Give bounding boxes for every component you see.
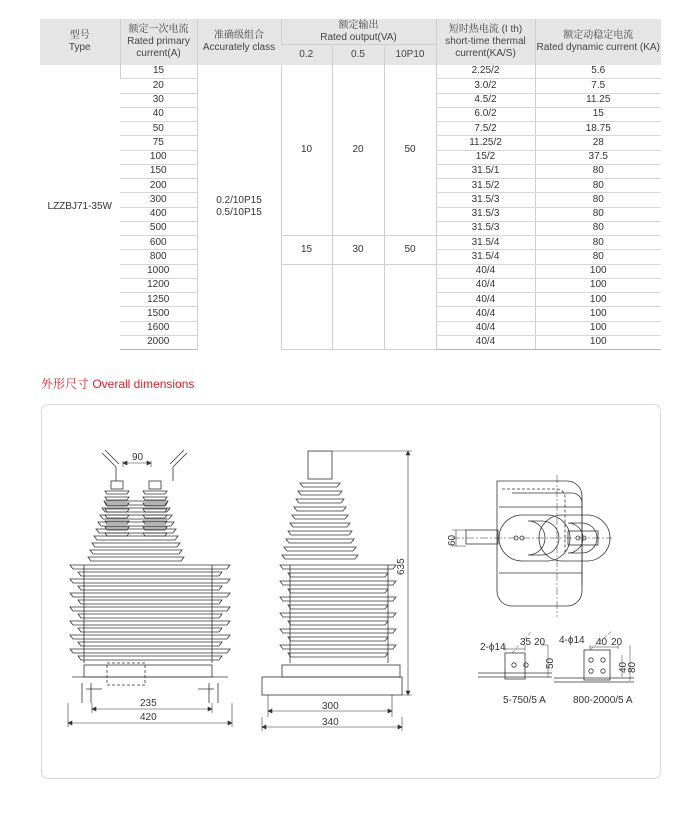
table-row [40,65,661,79]
rated-output-cell: 50 [384,236,436,265]
primary-current-cell: 500 [120,221,197,235]
terminal-b-caption: 800-2000/5 A [573,695,633,706]
header-output-0-5: 0.5 [332,45,384,65]
body-shed [88,557,184,561]
bushing-shed [105,503,129,506]
side-view [262,451,402,695]
body-shed [70,593,230,597]
bushing-shed [143,533,167,536]
top-view [452,475,612,617]
body-shed [70,565,230,569]
table-row [40,264,661,278]
primary-current-cell: 600 [120,236,197,250]
dynamic-current-cell: 80 [535,207,661,221]
header-rated-primary-current: 额定一次电流 Rated primary current(A) [120,19,197,65]
terminal-a-height: 50 [545,657,556,669]
thermal-current-cell: 31.5/4 [436,250,535,264]
front-base-outer: 420 [140,712,157,723]
body-shed [100,515,172,519]
side-shed [286,539,354,543]
side-shed [288,653,388,657]
terminal-a-caption: 5-750/5 A [503,695,546,706]
terminal-b-height2: 80 [627,661,638,673]
side-shed [290,523,350,527]
side-shed [298,491,342,495]
thermal-current-cell: 40/4 [436,264,535,278]
dynamic-current-cell: 80 [535,193,661,207]
front-base-inner: 235 [140,698,157,709]
side-shed [284,547,356,551]
dynamic-current-cell: 100 [535,293,661,307]
primary-current-cell: 15 [120,65,197,79]
header-output-10p10: 10P10 [384,45,436,65]
thermal-current-cell: 31.5/4 [436,236,535,250]
dynamic-current-cell: 80 [535,164,661,178]
spec-table-body [40,65,661,350]
bushing-shed [105,497,129,500]
header-thermal-current: 短时热电流 (I th) short-time thermal current(KA/S) [436,19,535,65]
dynamic-current-cell: 80 [535,236,661,250]
side-shed [280,629,396,633]
thermal-current-cell: 7.5/2 [436,122,535,136]
side-shed [288,621,388,625]
table-row [40,236,661,250]
primary-current-cell: 75 [120,136,197,150]
side-shed [292,515,348,519]
primary-current-cell: 100 [120,150,197,164]
top-width: 60 [447,534,458,546]
terminal-a-holes: 2-ϕ14 [480,642,506,653]
body-shed [70,607,230,611]
side-shed [288,573,388,577]
side-shed [280,581,396,585]
rated-output-cell [332,264,384,350]
body-shed [94,536,178,540]
primary-current-cell: 2000 [120,335,197,349]
primary-current-cell: 1200 [120,278,197,292]
primary-current-cell: 50 [120,122,197,136]
body-shed [96,529,176,533]
dimension-drawing-panel [41,404,661,779]
terminal-a-dim1: 35 [520,637,532,648]
terminal-a-dim2: 20 [534,637,546,648]
thermal-current-cell: 31.5/3 [436,193,535,207]
body-shed [70,579,230,583]
primary-current-cell: 1000 [120,264,197,278]
dynamic-current-cell: 37.5 [535,150,661,164]
primary-current-cell: 400 [120,207,197,221]
body-shed [70,649,230,653]
primary-current-cell: 1500 [120,307,197,321]
terminal-b-holes: 4-ϕ14 [559,635,585,646]
primary-current-cell: 150 [120,164,197,178]
front-view [70,450,230,703]
dynamic-current-cell: 100 [535,321,661,335]
dynamic-current-cell: 15 [535,107,661,121]
dynamic-current-cell: 18.75 [535,122,661,136]
bushing-shed [105,521,129,524]
side-base-inner: 300 [322,701,339,712]
body-shed [78,600,222,604]
side-shed [280,565,396,569]
side-shed [288,605,388,609]
front-top-width: 90 [132,452,144,463]
thermal-current-cell: 40/4 [436,321,535,335]
primary-current-cell: 20 [120,79,197,93]
body-shed [90,550,182,554]
terminal-b-height1: 40 [618,661,629,673]
dynamic-current-cell: 100 [535,335,661,349]
dynamic-current-cell: 80 [535,179,661,193]
side-shed [280,597,396,601]
section-title: 外形尺寸 Overall dimensions [41,377,195,391]
dimension-drawing [42,405,662,780]
side-dimensions [262,451,412,731]
model-cell: LZZBJ71-35W [47,201,112,212]
dynamic-current-cell: 100 [535,278,661,292]
dynamic-current-cell: 100 [535,264,661,278]
header-accuracy-class: 准确级组合 Accurately class [197,19,281,65]
dynamic-current-cell: 80 [535,250,661,264]
side-outline [290,565,388,663]
bushing-shed [143,497,167,500]
side-shed [280,645,396,649]
bushing-shed [143,509,167,512]
rated-output-cell: 20 [332,65,384,236]
rated-output-cell: 50 [384,65,436,236]
thermal-current-cell: 40/4 [436,293,535,307]
primary-current-cell: 300 [120,193,197,207]
body-shed [70,621,230,625]
accuracy-cell: 0.2/10P15 0.5/10P15 [197,65,281,350]
rated-output-cell [384,264,436,350]
header-rated-output: 额定输出 Rated output(VA) [281,19,436,45]
bushing-shed [105,533,129,536]
dynamic-current-cell: 28 [535,136,661,150]
thermal-current-cell: 15/2 [436,150,535,164]
bushing-shed [143,491,167,494]
thermal-current-cell: 3.0/2 [436,79,535,93]
primary-current-cell: 1600 [120,321,197,335]
side-shed [288,531,352,535]
thermal-current-cell: 40/4 [436,307,535,321]
side-shed [280,613,396,617]
side-shed [294,507,346,511]
primary-current-cell: 1250 [120,293,197,307]
spec-table [40,19,661,350]
bushing-shed [105,509,129,512]
side-shed [288,637,388,641]
body-shed [78,628,222,632]
dynamic-current-cell: 5.6 [535,65,661,79]
body-shed [78,572,222,576]
rated-output-cell: 15 [281,236,332,265]
thermal-current-cell: 4.5/2 [436,93,535,107]
dynamic-current-cell: 11.25 [535,93,661,107]
bushing-shed [143,521,167,524]
side-shed [288,589,388,593]
thermal-current-cell: 6.0/2 [436,107,535,121]
terminal-b-dim2: 20 [611,637,623,648]
body-shed [70,635,230,639]
rated-output-cell: 10 [281,65,332,236]
thermal-current-cell: 31.5/1 [436,164,535,178]
dynamic-current-cell: 100 [535,307,661,321]
thermal-current-cell: 31.5/3 [436,221,535,235]
thermal-current-cell: 40/4 [436,278,535,292]
dynamic-current-cell: 80 [535,221,661,235]
primary-current-cell: 30 [120,93,197,107]
thermal-current-cell: 11.25/2 [436,136,535,150]
header-dynamic-current: 额定动稳定电流 Rated dynamic current (KA) [535,19,661,65]
rated-output-cell: 30 [332,236,384,265]
header-output-0-2: 0.2 [281,45,332,65]
primary-current-cell: 200 [120,179,197,193]
bushing-shed [105,527,129,530]
side-shed [282,555,358,559]
rated-output-cell [281,264,332,350]
thermal-current-cell: 2.25/2 [436,65,535,79]
body-shed [92,543,180,547]
side-height: 635 [396,558,407,575]
bushing-shed [105,515,129,518]
bushing-shed [143,527,167,530]
side-base-outer: 340 [322,717,339,728]
thermal-current-cell: 31.5/2 [436,179,535,193]
body-shed [78,586,222,590]
thermal-current-cell: 40/4 [436,335,535,349]
terminal-b-dim1: 40 [596,637,608,648]
bushing-shed [105,491,129,494]
bushing-shed [143,503,167,506]
primary-current-cell: 800 [120,250,197,264]
thermal-current-cell: 31.5/3 [436,207,535,221]
primary-current-cell: 40 [120,107,197,121]
dynamic-current-cell: 7.5 [535,79,661,93]
bushing-shed [143,515,167,518]
body-shed [78,614,222,618]
side-shed [300,483,340,487]
side-shed [296,499,344,503]
body-shed [78,656,222,660]
header-type: 型号 Type [40,19,120,65]
body-shed [78,642,222,646]
